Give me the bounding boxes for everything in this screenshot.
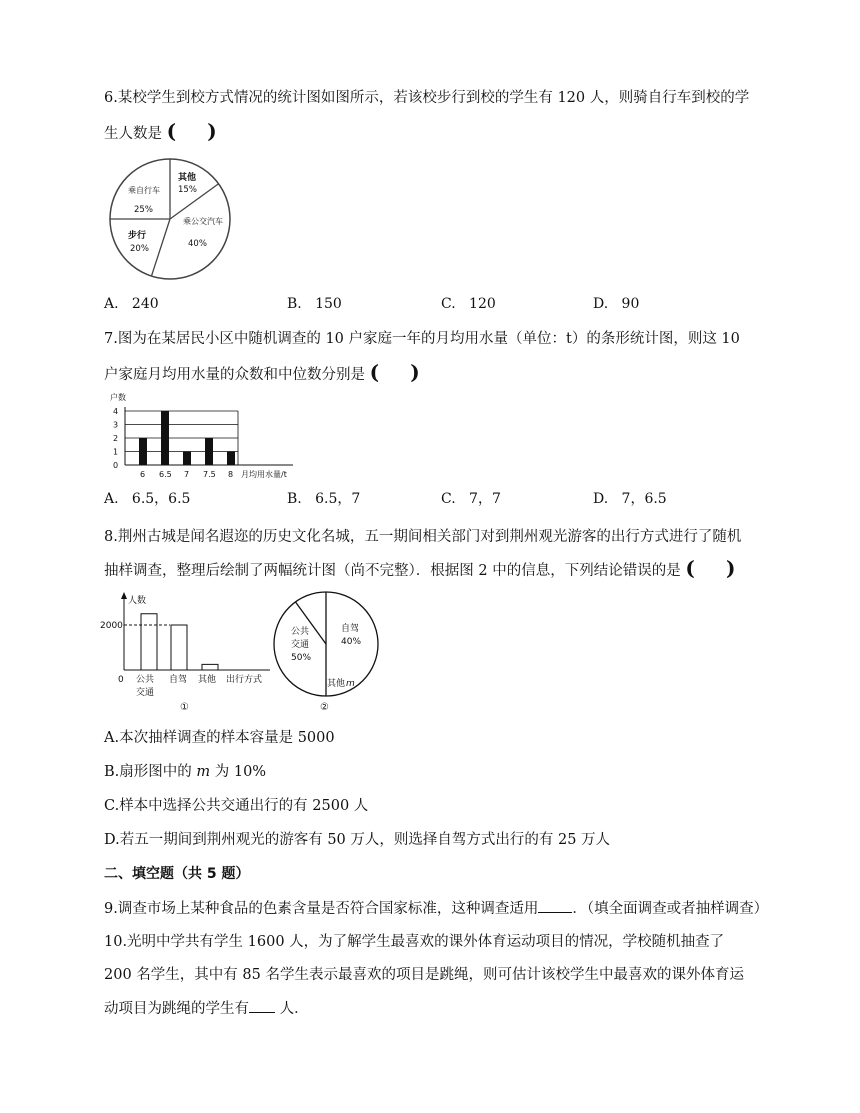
q8-option-d[interactable] — [104, 830, 610, 850]
q6-option-d[interactable] — [593, 294, 639, 314]
q8-bar — [171, 625, 187, 670]
q6-slice-walk — [151, 219, 170, 276]
q8-option-b-text-pre: 扇形图中的 — [119, 764, 192, 780]
q8-bar-xlabel: 出行方式 — [226, 675, 263, 685]
q8-bar-cat3: 其他 — [198, 675, 217, 685]
q6-option-a[interactable] — [104, 294, 159, 314]
q6-option-b-letter: B. — [287, 296, 302, 312]
q10-text-post: 人． — [279, 1001, 309, 1017]
q9-stem — [104, 898, 768, 919]
q9-answer-blank[interactable] — [538, 898, 572, 913]
q7-ytick-label: 3 — [113, 420, 119, 430]
q7-answer-paren-open: ( — [369, 360, 380, 384]
q8-stem-line2 — [104, 558, 735, 581]
q6-pie-chart — [104, 158, 238, 280]
q8-bar-origin: 0 — [118, 675, 124, 685]
q7-bar — [183, 452, 191, 466]
q7-option-d-letter: D. — [593, 491, 609, 507]
q7-stem-line1: 7.图为在某居民小区中随机调查的 10 户家庭一年的月均用水量（单位：t）的条形统计图，则这 10 — [104, 331, 740, 347]
q8-option-c-letter: C. — [104, 798, 120, 814]
q7-option-b-text: 6.5，7 — [315, 491, 361, 507]
q6-pie-label-other: 其他 — [178, 173, 197, 183]
q7-stem-text: 户家庭月均用水量的众数和中位数分别是 — [104, 367, 365, 383]
q8-bar-ylabel: 人数 — [128, 596, 147, 606]
q7-option-c-letter: C. — [441, 491, 456, 507]
q8-stem-text: 抽样调查，整理后绘制了两幅统计图（尚不完整）．根据图 2 中的信息，下列结论错误的是 — [104, 563, 681, 579]
section-fill-in-title: 二、填空题（共 5 题） — [104, 866, 250, 882]
q8-bar — [202, 664, 218, 670]
q10-answer-blank[interactable] — [249, 998, 275, 1013]
q8-y-arrow-icon — [121, 592, 127, 599]
q8-option-c-text: 样本中选择公共交通出行的有 2500 人 — [119, 798, 369, 814]
q7-ytick-label: 2 — [113, 434, 119, 443]
q8-answer-paren-close: ) — [726, 556, 736, 580]
q9-text-pre: 9.调查市场上某种食品的色素含量是否符合国家标准，这种调查适用 — [104, 901, 539, 917]
q7-bar-chart — [110, 390, 310, 486]
q7-stem-line2 — [104, 362, 420, 385]
q6-pie-value-other: 15% — [178, 185, 197, 195]
q8-option-a[interactable] — [104, 728, 335, 748]
q6-pie-value-bus: 40% — [188, 239, 207, 249]
q6-option-c-letter: C. — [441, 296, 456, 312]
q8-bar-chart — [100, 590, 280, 714]
q6-pie-value-bike: 25% — [134, 205, 153, 215]
q8-pie-value-public: 50% — [291, 653, 312, 663]
q8-pie-label-self: 自驾 — [341, 624, 360, 634]
q7-option-a[interactable] — [104, 489, 190, 509]
q7-option-c[interactable] — [441, 489, 501, 509]
q10-stem-line2: 200 名学生，其中有 85 名学生表示最喜欢的项目是跳绳，则可估计该校学生中最喜欢的课外体育运 — [104, 967, 744, 983]
q7-bar — [161, 411, 169, 465]
q7-option-a-letter: A. — [104, 491, 119, 507]
q8-option-a-letter: A. — [104, 730, 120, 746]
q8-pie-value-self: 40% — [341, 637, 362, 647]
q8-pie-caption: ② — [320, 702, 329, 713]
q6-option-d-letter: D. — [593, 296, 609, 312]
q7-xtick-label: 6 — [140, 470, 146, 479]
q8-bar-cat1-line2: 交通 — [136, 688, 155, 698]
q9-text-post: ．（填全面调查或者抽样调查） — [572, 901, 769, 917]
q7-option-b-letter: B. — [287, 491, 302, 507]
q6-answer-paren-open: ( — [166, 119, 177, 143]
q6-option-c-text: 120 — [469, 296, 496, 312]
q7-option-b[interactable] — [287, 489, 360, 509]
q8-bar-cat1-line1: 公共 — [136, 675, 155, 685]
q7-xtick-label: 7.5 — [203, 470, 216, 479]
q8-option-d-text: 若五一期间到荆州观光的游客有 50 万人，则选择自驾方式出行的有 25 万人 — [119, 832, 611, 848]
q8-option-a-text: 本次抽样调查的样本容量是 5000 — [119, 730, 335, 746]
q7-bar — [227, 452, 235, 466]
q8-bar — [141, 614, 157, 670]
q6-answer-paren-close: ) — [207, 119, 217, 143]
q7-ytick-label: 1 — [113, 447, 119, 457]
q7-ytick-label: 4 — [113, 407, 119, 416]
q8-option-c[interactable] — [104, 796, 368, 816]
q8-pie-label-public-line1: 公共 — [291, 627, 310, 637]
q6-pie-label-walk: 步行 — [128, 231, 147, 241]
q7-xlabel: 月均用水量/t — [241, 470, 287, 479]
q7-xtick-label: 8 — [228, 470, 234, 479]
q7-xtick-label: 6.5 — [159, 470, 172, 479]
q7-option-d[interactable] — [593, 489, 667, 509]
q8-pie-label-other: 其他 — [327, 679, 346, 689]
q6-stem-line2 — [104, 121, 217, 144]
q7-ylabel: 户数 — [110, 393, 126, 402]
q8-option-b-var: m — [196, 764, 211, 780]
q6-pie-label-bus: 乘公交汽车 — [183, 217, 223, 226]
q8-option-b[interactable] — [104, 762, 266, 782]
q8-pie-chart — [272, 591, 384, 715]
q8-answer-paren-open: ( — [685, 556, 695, 580]
q6-stem-line1: 6.某校学生到校方式情况的统计图如图所示，若该校步行到校的学生有 120 人，则骑自行车到校的学 — [104, 90, 750, 106]
q8-slice-other — [295, 602, 326, 644]
q7-option-d-text: 7，6.5 — [621, 491, 667, 507]
q10-stem-line3 — [104, 998, 309, 1019]
q6-option-b-text: 150 — [315, 296, 342, 312]
q6-option-d-text: 90 — [621, 296, 640, 312]
q8-option-d-letter: D. — [104, 832, 120, 848]
q7-option-a-text: 6.5，6.5 — [131, 491, 191, 507]
q7-xtick-label: 7 — [184, 470, 190, 479]
q7-option-c-text: 7，7 — [469, 491, 501, 507]
q7-ytick-label: 0 — [113, 461, 119, 470]
q6-pie-value-walk: 20% — [130, 244, 149, 254]
q6-option-a-letter: A. — [104, 296, 119, 312]
q6-stem-text: 生人数是 — [104, 126, 162, 142]
q6-pie-label-bike: 乘自行车 — [128, 186, 160, 195]
q8-stem-line1: 8.荆州古城是闻名遐迩的历史文化名城，五一期间相关部门对到荆州观光游客的出行方式进行了随机 — [104, 529, 742, 545]
q10-stem-line1: 10.光明中学共有学生 1600 人，为了解学生最喜欢的课外体育运动项目的情况，学校随机抽查了 — [104, 934, 725, 950]
q8-bar-ytick: 2000 — [100, 621, 123, 631]
q7-answer-paren-close: ) — [410, 360, 420, 384]
q8-bar-cat2: 自驾 — [169, 675, 188, 685]
q6-option-a-text: 240 — [131, 296, 159, 312]
q8-bar-caption: ① — [180, 702, 189, 713]
q8-option-b-letter: B. — [104, 764, 120, 780]
q6-option-c[interactable] — [441, 294, 496, 314]
q7-bar — [205, 438, 213, 465]
q8-option-b-text-post: 为 10% — [214, 764, 267, 780]
q8-pie-label-public-line2: 交通 — [291, 640, 310, 650]
q6-option-b[interactable] — [287, 294, 342, 314]
q10-text-pre: 动项目为跳绳的学生有 — [104, 1001, 249, 1017]
q8-pie-value-other: m — [346, 679, 355, 689]
q7-bar — [139, 438, 147, 465]
